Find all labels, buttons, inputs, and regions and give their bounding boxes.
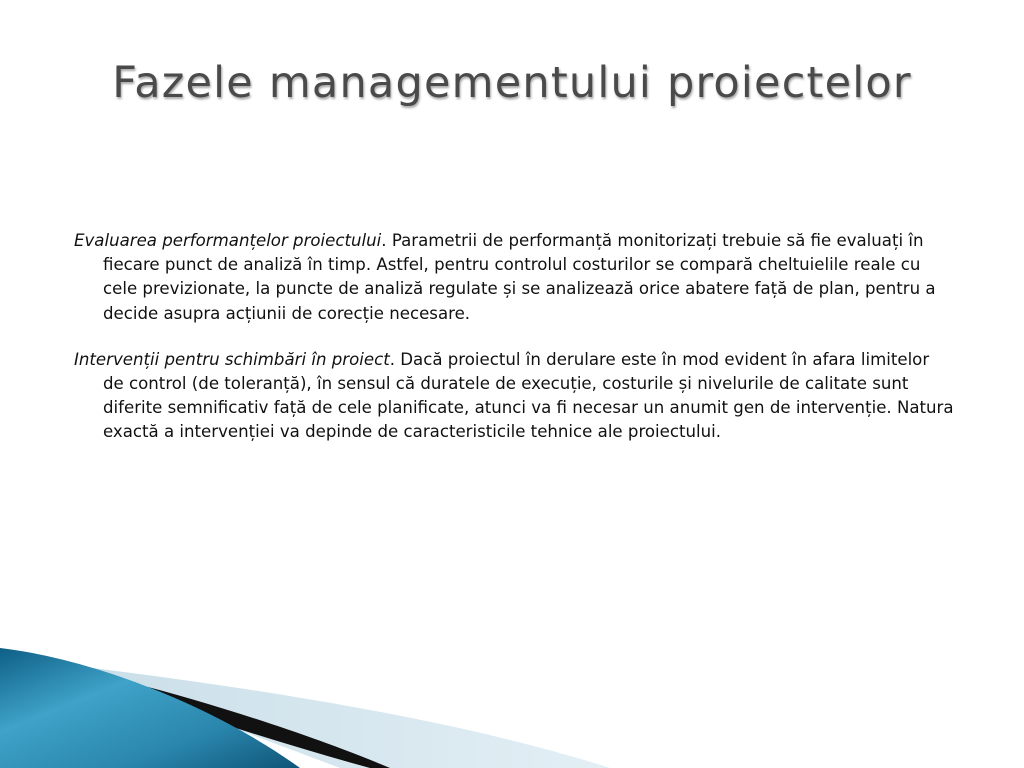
paragraph-evaluation-lead: Evaluarea performanțelor proiectului	[74, 231, 382, 250]
paragraph-evaluation-text: . Parametrii de performanță monitorizați trebuie să fie evaluați în fiecare punct de analiză în timp. Astfel, pentru controlul costurilor se compară cheltuielile reale cu cele previzionate, la puncte de analiză regulate și se analizează orice abatere față de plan, pentru a decide asupra acțiunii de corecție necesare.	[103, 231, 936, 323]
paragraph-interventions-text: . Dacă proiectul în derulare este în mod evident în afara limitelor de control (de toleranță), în sensul că duratele de execuție, costurile și nivelurile de calitate sunt diferite semnificativ față de cele planificate, atunci va fi necesar un anumit gen de intervenție. Natura exactă a intervenției va depinde de caracteristicile tehnice ale proiectului.	[103, 349, 954, 442]
slide-title: Fazele managementului proiectelor	[112, 58, 912, 108]
paragraph-interventions-lead: Intervenții pentru schimbări în proiect	[74, 349, 390, 369]
